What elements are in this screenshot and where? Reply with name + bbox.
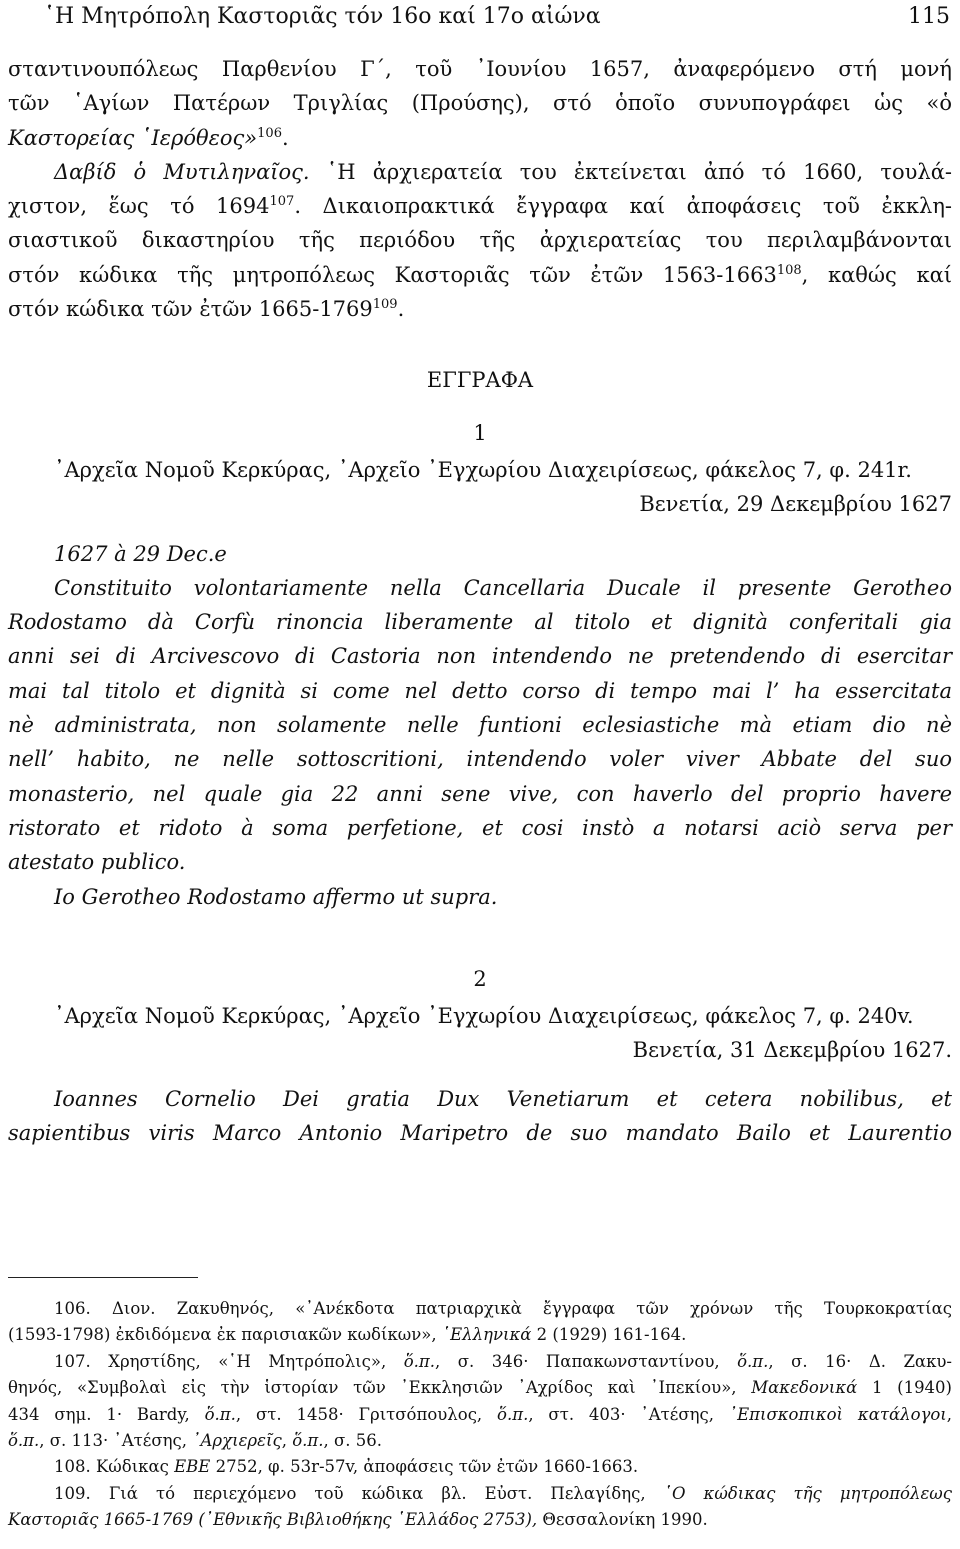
latin-document [8, 1082, 952, 1151]
running-title: ῾Η Μητρόπολη Καστοριᾶς τόν 16ο καί 17ο αἰώνα [44, 4, 601, 29]
latin-line: anni sei di Arcivescovo di Castoria non intendendo ne pretendendo di esercitar [8, 644, 952, 669]
latin-line: Rodostamo dà Corfù rinoncia liberamente al titolo et dignità conferitali gia [8, 610, 952, 635]
latin-line: atestato publico. [8, 850, 186, 875]
footnote-line: 434 σημ. 1· Bardy, ὅ.π., στ. 1458· Γριτσόπουλος, ὅ.π., στ. 403· ᾿Ατέσης, ᾿Επισκοπικοὶ κατάλογοι, [8, 1404, 953, 1424]
footnote-ref: 109 [372, 297, 398, 313]
latin-line: nè administrata, non solamente nelle funtioni eclesiastiche mà etiam dio nè [8, 713, 952, 738]
footnote-line: ὅ.π., σ. 113· ᾿Ατέσης, ᾿Αρχιερεῖς, ὅ.π., σ. 56. [8, 1431, 382, 1451]
document-place-date: Βενετία, 29 Δεκεμβρίου 1627 [639, 492, 952, 517]
page-header [44, 4, 950, 34]
footnote-ref: 108 [776, 262, 802, 278]
footnote-line: 107. Χρηστίδης, «῾Η Μητρόπολις», ὅ.π., σ. 346· Παπακωνσταντίνου, ὅ.π., σ. 16· Δ. Ζακυ- [54, 1351, 952, 1371]
text-line: Καστορείας ῾Ιερόθεος»$^{106}$. [8, 125, 289, 150]
latin-date: 1627 à 29 Dec.e [54, 541, 227, 566]
latin-line: Constituito volontariamente nella Cancellaria Ducale il presente Gerotheo [54, 575, 952, 600]
main-text [8, 52, 952, 1150]
document-place-date: Βενετία, 31 Δεκεμβρίου 1627. [632, 1038, 952, 1063]
footnote-line: Καστοριᾶς 1665-1769 (᾿Εθνικῆς Βιβλιοθήκης ῾Ελλάδος 2753), Θεσσαλονίκη 1990. [8, 1510, 708, 1530]
footnote-ref: 107 [269, 194, 295, 210]
document-number: 2 [473, 966, 487, 991]
footnote-line: θηνός, «Συμβολαὶ εἰς τὴν ἱστορίαν τῶν ᾿Εκκλησιῶν ᾿Αχρίδος καὶ ᾿Ιπεκίου», Μακεδονικά 1 (1940) [8, 1378, 952, 1398]
text-line: σταντινουπόλεως Παρθενίου Γ΄, τοῦ ᾿Ιουνίου 1657, ἀναφερόμενο στή μονή [8, 57, 952, 81]
latin-line: monasterio, nel quale gia 22 anni sene vive, con haverlo del proprio havere [8, 781, 952, 806]
footnote-rule [8, 1277, 198, 1278]
text-line: χιστον, ἕως τό 1694$^{107}$. Δικαιοπρακτικά ἔγγραφα καί ἀποφάσεις τοῦ ἐκκλη- [8, 194, 952, 219]
footnotes [8, 1296, 952, 1534]
latin-line: nell’ habito, ne nelle sottoscritioni, intendendo voler viver Abbate del suo [8, 747, 952, 772]
footnote-line: 108. Κώδικας ΕΒΕ 2752, φ. 53r-57v, ἀποφάσεις τῶν ἐτῶν 1660-1663. [54, 1457, 639, 1477]
footnote-ref: 106 [257, 125, 282, 141]
latin-line: Ioannes Cornelio Dei gratia Dux Venetiarum et cetera nobilibus, et [54, 1086, 952, 1111]
document-number: 1 [473, 420, 487, 445]
latin-line: ristorato et ridoto à soma perfetione, et cosi instò a notarsi aciò serva per [8, 815, 952, 840]
text-line: στόν κώδικα τῶν ἐτῶν 1665-1769$^{109}$. [8, 297, 405, 322]
footnote-line: 109. Γιά τό περιεχόμενο τοῦ κώδικα βλ. Εὐστ. Πελαγίδης, ῾Ο κώδικας τῆς μητροπόλεως [54, 1483, 952, 1503]
text-line: τῶν ῾Αγίων Πατέρων Τριγλίας (Προύσης), στό ὁποῖο συνυπογράφει ὡς «ὁ [8, 91, 952, 116]
text-line: στόν κώδικα τῆς μητροπόλεως Καστοριᾶς τῶν ἐτῶν 1563-1663$^{108}$, καθώς καί [8, 262, 952, 287]
footnote-line: 106. Διον. Ζακυθηνός, «᾿Ανέκδοτα πατριαρχικὰ ἔγγραφα τῶν χρόνων τῆς Τουρκοκρατίας [54, 1299, 952, 1318]
text-line: Δαβίδ ὁ Μυτιληναῖος. ῾Η ἀρχιερατεία του ἐκτείνεται ἀπό τό 1660, τουλά- [54, 159, 952, 184]
page-number: 115 [908, 4, 950, 29]
document-source: ᾿Αρχεῖα Νομοῦ Κερκύρας, ᾿Αρχεῖο ᾿Εγχωρίου Διαχειρίσεως, φάκελος 7, φ. 240v. [54, 1004, 914, 1029]
section-heading: ΕΓΓΡΑΦΑ [426, 368, 534, 393]
signature-line: Io Gerotheo Rodostamo affermo ut supra. [54, 884, 498, 909]
text-line: σιαστικοῦ δικαστηρίου τῆς περιόδου τῆς ἀρχιερατείας του περιλαμβάνονται [8, 228, 952, 253]
footnote-line: (1593-1798) ἐκδιδόμενα ἐκ παρισιακῶν κωδίκων», ῾Ελληνικά 2 (1929) 161-164. [8, 1325, 687, 1345]
latin-line: sapientibus viris Marco Antonio Maripetro de suo mandato Bailo et Laurentio [8, 1121, 952, 1146]
latin-document [8, 537, 952, 914]
latin-line: mai tal titolo et dignità si come nel detto corso di tempo mai l’ ha essercitata [8, 678, 952, 703]
document-source: ᾿Αρχεῖα Νομοῦ Κερκύρας, ᾿Αρχεῖο ᾿Εγχωρίου Διαχειρίσεως, φάκελος 7, φ. 241r. [54, 457, 912, 482]
